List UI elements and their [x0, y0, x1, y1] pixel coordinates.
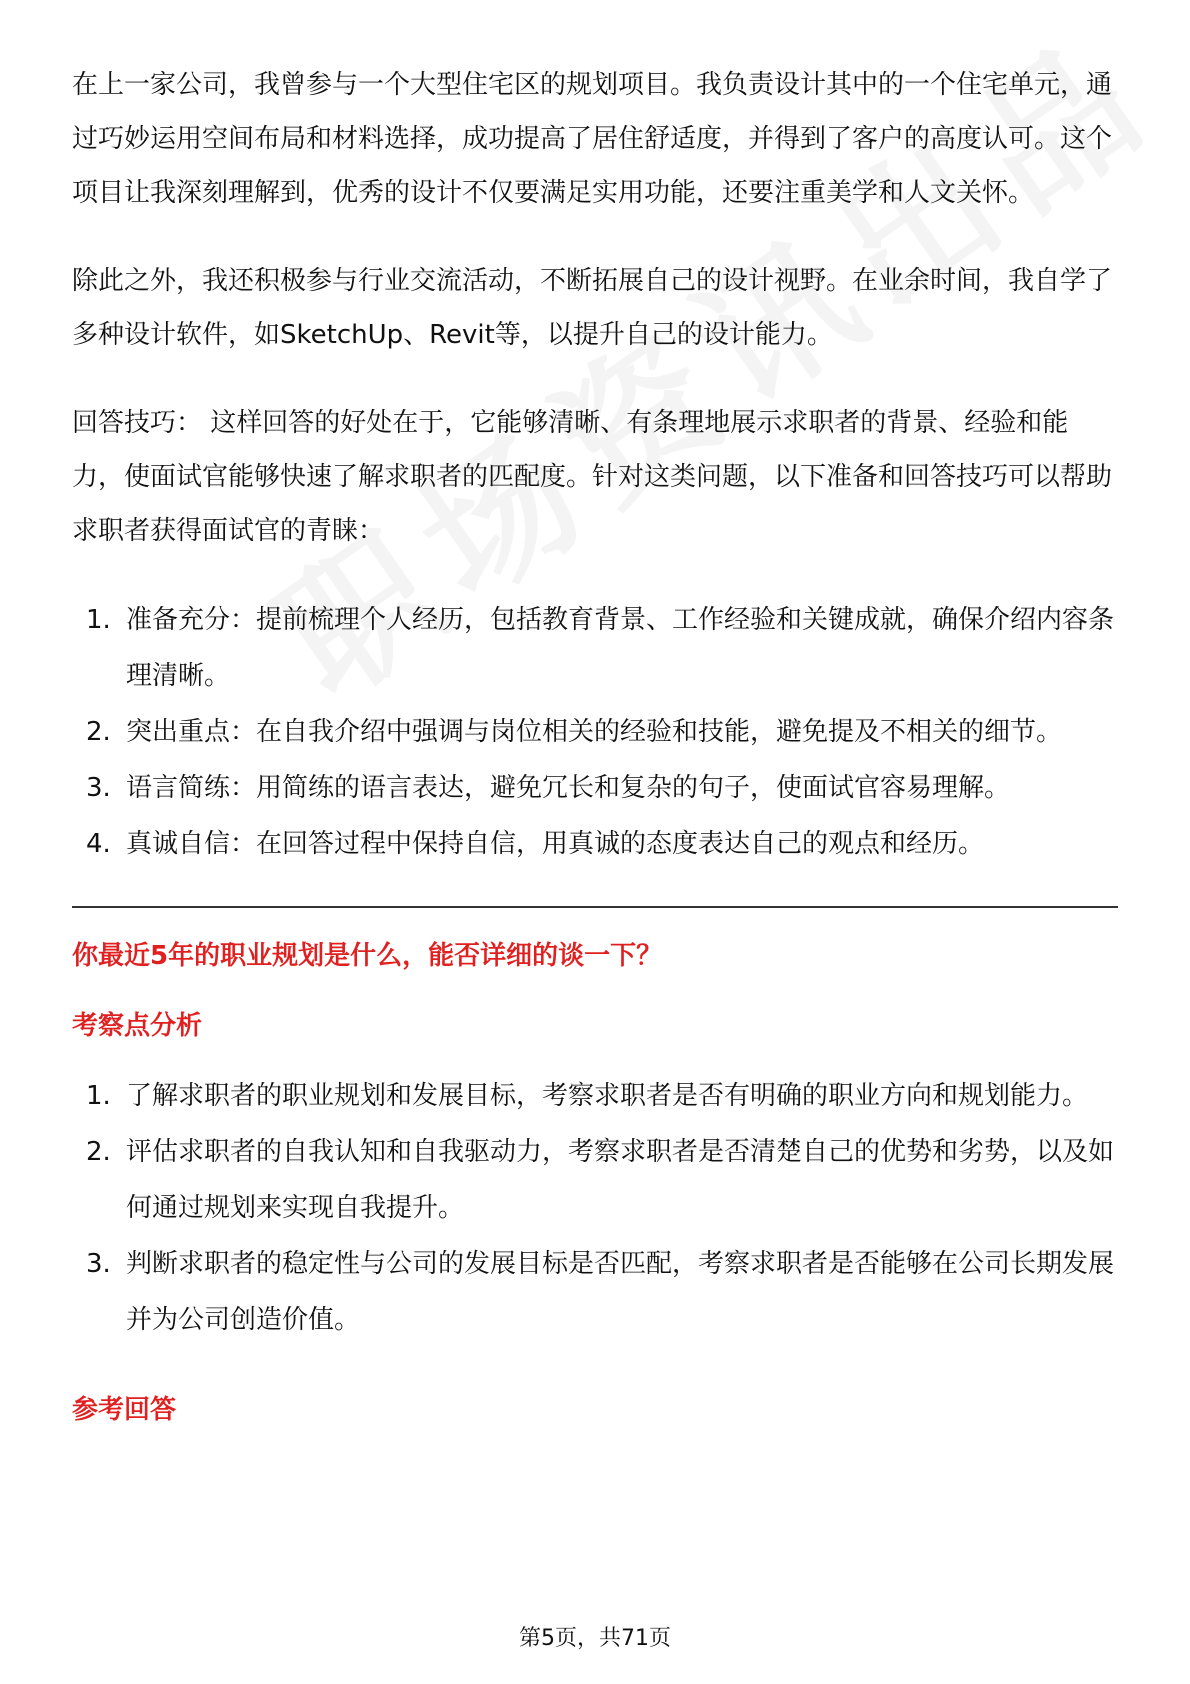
paragraph-extra-activities: 除此之外，我还积极参与行业交流活动，不断拓展自己的设计视野。在业余时间，我自学了多种设计软件，如SketchUp、Revit等，以提升自己的设计能力。 [72, 266, 1113, 350]
list-item [72, 1068, 1118, 1124]
list-item [72, 1236, 1118, 1348]
list-number: 4. [86, 829, 111, 859]
analysis-list [72, 1068, 1118, 1348]
list-text: 突出重点：在自我介绍中强调与岗位相关的经验和技能，避免提及不相关的细节。 [126, 717, 1063, 747]
list-number: 1. [86, 1081, 111, 1111]
list-text: 了解求职者的职业规划和发展目标，考察求职者是否有明确的职业方向和规划能力。 [126, 1081, 1089, 1111]
list-text: 真诚自信：在回答过程中保持自信，用真诚的态度表达自己的观点和经历。 [126, 829, 985, 859]
paragraph-answer-tips: 回答技巧： 这样回答的好处在于，它能够清晰、有条理地展示求职者的背景、经验和能力，使面试官能够快速了解求职者的匹配度。针对这类问题，以下准备和回答技巧可以帮助求职者获得面试官的青睐： [72, 408, 1113, 546]
list-text: 评估求职者的自我认知和自我驱动力，考察求职者是否清楚自己的优势和劣势，以及如何通过规划来实现自我提升。 [126, 1137, 1115, 1223]
list-item [72, 704, 1118, 760]
list-item [72, 760, 1118, 816]
list-text: 准备充分：提前梳理个人经历，包括教育背景、工作经验和关键成就，确保介绍内容条理清晰。 [126, 605, 1115, 691]
list-text: 判断求职者的稳定性与公司的发展目标是否匹配，考察求职者是否能够在公司长期发展并为公司创造价值。 [126, 1249, 1115, 1335]
list-number: 3. [86, 1249, 111, 1279]
list-number: 2. [86, 1137, 111, 1167]
section-divider [72, 906, 1118, 908]
list-item [72, 1124, 1118, 1236]
list-text: 语言简练：用简练的语言表达，避免冗长和复杂的句子，使面试官容易理解。 [126, 773, 1011, 803]
paragraph-project-experience: 在上一家公司，我曾参与一个大型住宅区的规划项目。我负责设计其中的一个住宅单元，通过巧妙运用空间布局和材料选择，成功提高了居住舒适度，并得到了客户的高度认可。这个项目让我深刻理解到，优秀的设计不仅要满足实用功能，还要注重美学和人文关怀。 [72, 70, 1113, 208]
reference-answer-heading: 参考回答 [72, 1395, 177, 1425]
analysis-heading: 考察点分析 [72, 1011, 203, 1041]
page-content [72, 58, 1118, 1452]
page-number-footer: 第5页，共71页 [519, 1626, 671, 1651]
list-item [72, 592, 1118, 704]
list-number: 1. [86, 605, 111, 635]
list-number: 3. [86, 773, 111, 803]
question-heading: 你最近5年的职业规划是什么，能否详细的谈一下？ [72, 941, 663, 971]
tips-list [72, 592, 1118, 872]
list-number: 2. [86, 717, 111, 747]
list-item [72, 816, 1118, 872]
